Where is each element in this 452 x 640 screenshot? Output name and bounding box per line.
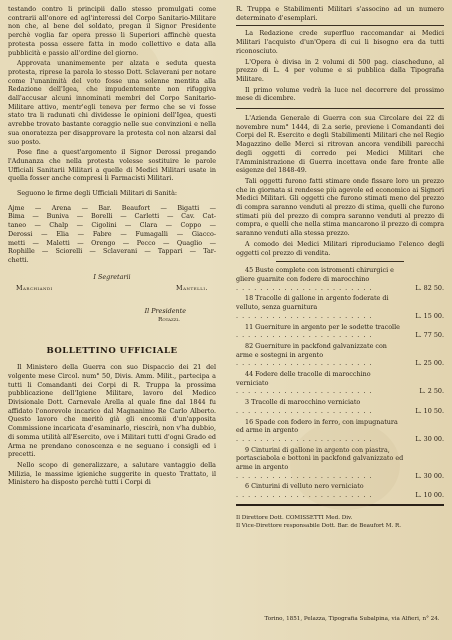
price-list	[236, 266, 444, 500]
right-column	[236, 5, 444, 605]
footer-credits	[236, 514, 444, 530]
item-description: 44 Fodere delle tracolle di marocchino verniciato	[236, 370, 371, 387]
item-price: L. 2 50.	[419, 387, 444, 396]
vice-director-line: Il Vice-Direttore responsabile Dott. Bar. de Beaufort M. R.	[236, 522, 401, 529]
names-line-last: chetti.	[8, 255, 29, 264]
president-name: Rotazzi.	[158, 316, 180, 323]
secretaries-title: I Segretarii	[93, 272, 131, 281]
item-price: L. 25 00.	[415, 359, 444, 368]
price-list-item	[236, 418, 444, 444]
paragraph: A comodo dei Medici Militari riproduciamo l'elenco degli oggetti col prezzo di vendita.	[236, 239, 444, 257]
section-title: BOLLETTINO UFFICIALE	[46, 345, 178, 356]
item-description: 11 Guerniture in argento per le sodette tracolle	[245, 322, 400, 331]
paragraph: Approvata unanimemente per alzata e seduta questa protesta, riprese la parola lo stesso Dott. Sclaverani per notare come l'unanimità del voto fosse una solenne mentita alla Redazione dell'Igea, che impudentemente non rifuggiva dall'accusar alcuni innominati membri del Corpo Sanitario-Militare attivo, mentr'egli teneva per fermo che se vi fosse stato tra li radunati chi dividesse le opinioni dell'Igea, questi avrebbe trovato bastante coraggio nelle sue convinzioni e nella sua onoratezza per disapprovare la protesta col non alzarsi dal suo posto.	[8, 59, 216, 146]
paragraph: testando contro li principii dallo stesso promulgati come contrarii all'onore ed agl'interessi del Corpo Sanitario-Militare non che, al bene del soldato, pregan il Signor Presidente perchè voglia far opera presso li Superiori affinchè questa protesta possa essere fatta in modo collettivo e data alla pubblicità e passio all'ordine del giorno.	[8, 5, 216, 57]
director-line: Il Direttore Dott. COMISSETTI Med. Div.	[236, 514, 353, 521]
paragraph: Seguono le firme degli Ufficiali Militari di Sanità:	[17, 189, 178, 198]
price-list-item	[236, 370, 444, 396]
paragraph: Il primo volume vedrà la luce nel decorrere del prossimo mese di dicembre.	[236, 85, 444, 103]
item-price: L. 77 50.	[415, 331, 444, 340]
paragraph: Pose fine a quest'argomento il Signor Derossi pregando l'Adunanza che nella protesta volesse sostituire le parole Ufficiali Sanitarii Militari a quelle di Medici Militari usate in quella fosser anche compresi li Farmacisti Militari.	[8, 148, 216, 183]
names-line: Ajme — Arena — Bar. Beaufort — Bigatti —	[8, 203, 216, 212]
names-line: Rophille — Sciorelli — Sclaverani — Tappari — Tar-	[8, 247, 216, 256]
price-list-item	[236, 323, 444, 340]
names-line: Derossi — Elia — Fabre — Fumagalli — Giacco-	[8, 229, 216, 238]
item-price-line	[236, 472, 444, 481]
item-price-line	[236, 312, 444, 321]
item-price-line	[236, 491, 444, 500]
item-description: 82 Guerniture in packfond galvanizzate con arme e sostegni in argento	[236, 341, 387, 359]
item-description: 6 Cinturini di velluto nero verniciato	[245, 482, 364, 491]
item-price-line	[236, 331, 444, 340]
item-description: 16 Spade con fodero in ferro, con impugnatura ed arme in argento	[236, 417, 398, 435]
signature-names	[8, 204, 216, 265]
item-price-line	[236, 359, 444, 368]
leader-dots: . . . . . . . . . . . . . . . . . . . . . . .	[236, 387, 373, 396]
paragraph: R. Truppa e Stabilimenti Militari s'associno ad un numero determinato d'esemplari.	[236, 5, 444, 22]
item-description: 3 Tracolle di marocchino verniciato	[245, 398, 361, 407]
item-price: L. 10 50.	[415, 406, 444, 415]
secretary-name: Mantelli.	[176, 284, 208, 293]
item-price-line	[236, 284, 444, 293]
names-line: Bima — Buniva — Borelli — Carletti — Cav. Cat-	[8, 212, 216, 221]
item-price: L. 30 00.	[415, 471, 444, 480]
leader-dots: . . . . . . . . . . . . . . . . . . . . . . .	[236, 311, 373, 320]
paragraph: L'Azienda Generale di Guerra con sua Circolare dei 22 di novembre num° 1444, di 2.a serie, previene i Comandanti dei Corpi del R. Esercito e degli Stabilimenti Militari che nel Regio Magazzino delle Merci si ritrovan ancora vendibili parecchi degli oggetti di corredo pei Medici Militari che l'Amministrazione di Guerra incettava onde fare fronte alle esigenze del 1848-49.	[236, 114, 444, 175]
item-description: 9 Cinturini di gallone in argento con piastra, portasciabola e bottoni in packfond galvanizzato ed arme in argento	[236, 445, 404, 472]
item-description: 45 Buste complete con istromenti chirurgici e gliere guarnite con fodere di marocchino	[236, 266, 394, 283]
leader-dots: . . . . . . . . . . . . . . . . . . . . . . .	[236, 283, 373, 292]
divider	[276, 261, 404, 262]
price-list-item	[236, 446, 444, 481]
item-price-line	[236, 387, 444, 396]
price-list-item	[236, 342, 444, 368]
leader-dots: . . . . . . . . . . . . . . . . . . . . . . .	[236, 434, 373, 443]
price-list-item	[236, 482, 444, 499]
leader-dots: . . . . . . . . . . . . . . . . . . . . . . .	[236, 491, 373, 500]
president-title: Il Presidente	[144, 307, 186, 316]
item-price: L. 30 00.	[415, 434, 444, 443]
divider	[236, 25, 444, 26]
names-line: taneo — Chalp — Cigolini — Clara — Coppo —	[8, 221, 216, 230]
leader-dots: . . . . . . . . . . . . . . . . . . . . . . .	[236, 331, 373, 340]
paragraph: L'Opera è divisa in 2 volumi di 500 pag. ciascheduno, al prezzo di L. 4 per volume e si pubblica dalla Tipografia Militare.	[236, 57, 444, 83]
price-list-item	[236, 294, 444, 320]
secretary-name: Marchiandi	[16, 284, 53, 293]
secretaries-names	[8, 284, 216, 293]
names-line: metti — Maletti — Orengo — Pecco — Quaglio —	[8, 238, 216, 247]
item-description: 18 Tracolle di gallone in argento foderate di velluto, senza guarnitura	[236, 294, 389, 312]
item-price-line	[236, 435, 444, 444]
item-price: L. 82 50.	[415, 283, 444, 292]
imprint: Torino, 1851, Pelazza, Tipografia Subalpina, via Alfieri, n° 24.	[264, 616, 440, 622]
paragraph: Nello scopo di generalizzare, a salutare vantaggio della Milizia, le massime igieniche suggerite in questo Trattato, il Ministero ha disposto perchè tutti i Corpi di	[8, 460, 216, 487]
divider	[236, 504, 444, 506]
paragraph: La Redazione crede superfluo raccomandar ai Medici Militari l'acquisto d'un'Opera di cui li bisogno era da tutti riconosciuto.	[236, 29, 444, 55]
leader-dots: . . . . . . . . . . . . . . . . . . . . . . .	[236, 359, 373, 368]
item-price: L. 15 00.	[415, 311, 444, 320]
leader-dots: . . . . . . . . . . . . . . . . . . . . . . .	[236, 471, 373, 480]
divider	[236, 108, 444, 109]
item-price-line	[236, 407, 444, 416]
item-price: L. 10 00.	[415, 491, 444, 500]
leader-dots: . . . . . . . . . . . . . . . . . . . . . . .	[236, 406, 373, 415]
paragraph: Tali oggetti furono fatti stimare onde fissare loro un prezzo che in giornata si rendesse più agevole ed economico ai Signori Medici Militari. Gli oggetti che furono stimati meno del prezzo di compra saranno venduti al prezzo di stima, quelli che furono stimati più del prezzo di compra saranno venduti al prezzo di compra, e quelli che nella stima mancarono il prezzo di compra saranno venduti alla stessa prezzo.	[236, 176, 444, 238]
paragraph: Il Ministero della Guerra con suo Dispaccio dei 21 del volgente mese Circol. num° 50, Divis. Amm. Milit., partecipa a tutti li Comandanti dei Corpi di R. Truppa la prossima pubblicazione dell'Igiene Militare, lavoro del Medico Divisionale Dott. Carnevale Arella al quale fine dal 1844 fu affidato l'onorevole incarico dal Magnanimo Re Carlo Alberto. Questo lavoro che meritò già gli encomii d'un'apposita Commissione incaricata d'esaminarlo, riescirà, non v'ha dubbio, di somma utilità all'Esercito, ove i Militari tutti d'ogni Grado ed Arma ne prendano conoscenza e ne seguano i consigli ed i precetti.	[8, 363, 216, 459]
price-list-item	[236, 266, 444, 292]
price-list-item	[236, 398, 444, 415]
left-column	[8, 5, 216, 605]
